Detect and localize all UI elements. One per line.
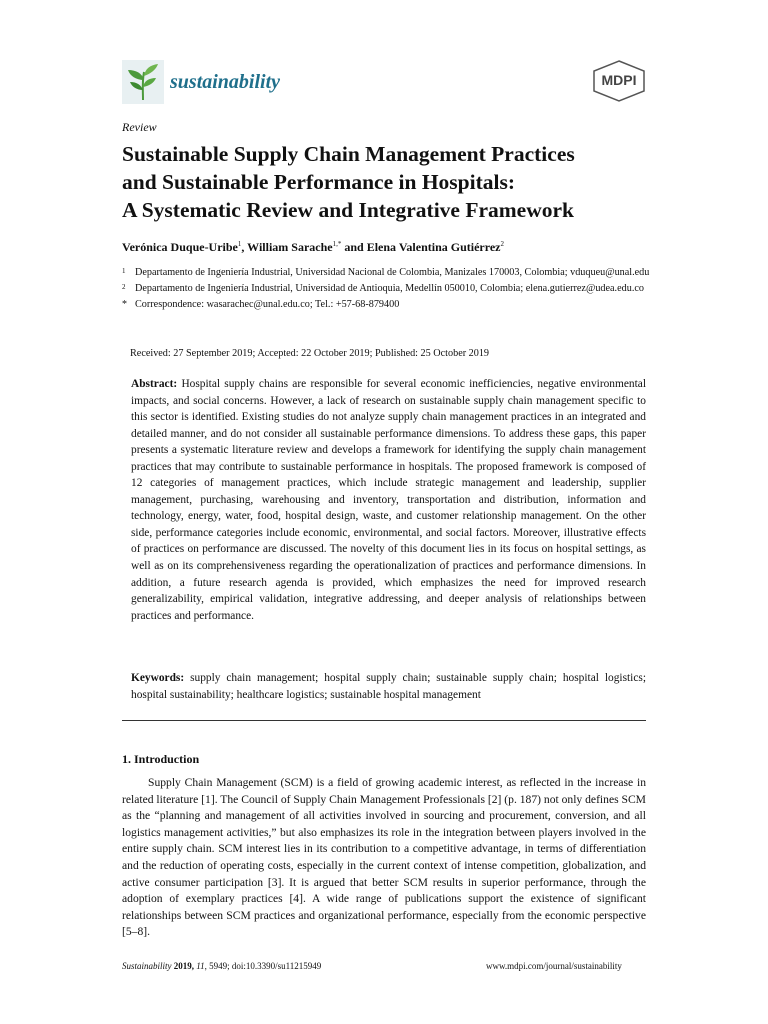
abstract	[131, 376, 646, 624]
mdpi-logo-icon	[592, 60, 646, 102]
correspondence-text: Correspondence: wasarachec@unal.edu.co; Tel.: +57-68-879400	[135, 299, 400, 311]
keywords-text: supply chain management; hospital supply chain; sustainable supply chain; hospital logistics; hospital sustainability; healthcare logistics; sustainable hospital management	[131, 672, 646, 701]
title-line: Sustainable Supply Chain Management Practices	[122, 142, 575, 166]
footer-doi: , 5949; doi:10.3390/su11215949	[204, 961, 322, 971]
correspondence-marker: *	[122, 299, 127, 311]
footer-journal: Sustainability	[122, 961, 172, 971]
article-type: Review	[122, 120, 157, 134]
abstract-text: Hospital supply chains are responsible for several economic inefficiencies, negative environmental impacts, and social concerns. However, a lack of research on sustainable supply chain management specific to this sector is identified. Existing studies do not analyze supply chain management practices in an integrated and detailed manner, and do not consider all sustainable performance dimensions. To address these gaps, this paper presents a systematic literature review and develops a framework for identifying the supply chain management practices that may contribute to sustainable performance in hospitals. The proposed framework is composed of 12 categories of management practices, which include strategic management and leadership, supplier management, purchasing, warehousing and inventory, transportation and distribution, information and technology, energy, water, food, hospital design, waste, and customer relationship management. On the other side, performance categories include economic, environmental, and social factors. Moreover, illustrative effects of practices on performance are discussed. The novelty of this document lies in its focus on hospital settings, as well as on its comprehensiveness regarding the operationalization of practices and performance dimensions. In addition, a future research agenda is provided, which emphasizes the need for improved research generalizability, empirical validation, integrative addressing, and deeper analysis of relationships between practices and performance.	[131, 378, 647, 622]
author-affiliation-marker: 1	[237, 240, 242, 248]
article-title	[122, 140, 662, 224]
title-line: A Systematic Review and Integrative Framework	[122, 198, 575, 222]
author-name: Verónica Duque-Uribe	[122, 240, 238, 254]
publication-dates: Received: 27 September 2019; Accepted: 22 October 2019; Published: 25 October 2019	[130, 348, 490, 359]
author-affiliation-marker: 2	[500, 240, 504, 248]
footer-url: www.mdpi.com/journal/sustainability	[486, 961, 622, 971]
footer-citation	[122, 961, 321, 971]
author-name: and Elena Valentina Gutiérrez	[341, 240, 501, 254]
author-affiliation-marker: 1,*	[332, 240, 342, 248]
correspondence-item	[122, 297, 652, 313]
abstract-label: Abstract:	[131, 378, 178, 390]
affiliation-item	[122, 281, 652, 297]
publisher-logo-text: MDPI	[601, 72, 637, 88]
affiliation-marker: 2	[122, 283, 126, 292]
title-line: and Sustainable Performance in Hospitals:	[122, 170, 515, 194]
journal-name: sustainability	[170, 71, 281, 93]
author-list	[122, 240, 504, 255]
section-heading: 1. Introduction	[122, 752, 200, 766]
author-name: , William Sarache	[241, 240, 333, 254]
affiliation-text: Departamento de Ingeniería Industrial, Universidad de Antioquia, Medellín 050010, Colombia; elena.gutierrez@udea.edu.co	[135, 283, 644, 295]
journal-logo-icon	[122, 60, 164, 104]
affiliations	[122, 265, 652, 314]
footer-year: 2019,	[171, 961, 197, 971]
affiliation-marker: 1	[122, 267, 126, 275]
affiliation-item	[122, 265, 652, 281]
affiliation-text: Departamento de Ingeniería Industrial, Universidad Nacional de Colombia, Manizales 170003, Colombia; vduqueu@unal.edu	[135, 267, 650, 278]
body-paragraph: Supply Chain Management (SCM) is a field of growing academic interest, as reflected in the increase in related literature [1]. The Council of Supply Chain Management Professionals [2] (p. 187) not only defines SCM as the “planning and management of all activities involved in sourcing and procurement, conversion, and all logistics management activities,” but also emphasizes its role in the integration between players involved in the entire supply chain. SCM interest lies in its contribution to a competitive advantage, in terms of differentiation and the reduction of operating costs, especially in the current context of intense competition, globalization, and active consumer participation [3]. It is argued that better SCM results in superior performance, through the adoption of exemplary practices [4]. A wide range of publications support the existence of significant relationships between SCM practices and organizational performance, especially from the economic perspective [5–8].	[122, 776, 646, 939]
keywords	[131, 670, 646, 703]
section-divider	[122, 720, 646, 721]
footer-volume: 11	[196, 961, 205, 971]
keywords-label: Keywords:	[131, 672, 185, 684]
